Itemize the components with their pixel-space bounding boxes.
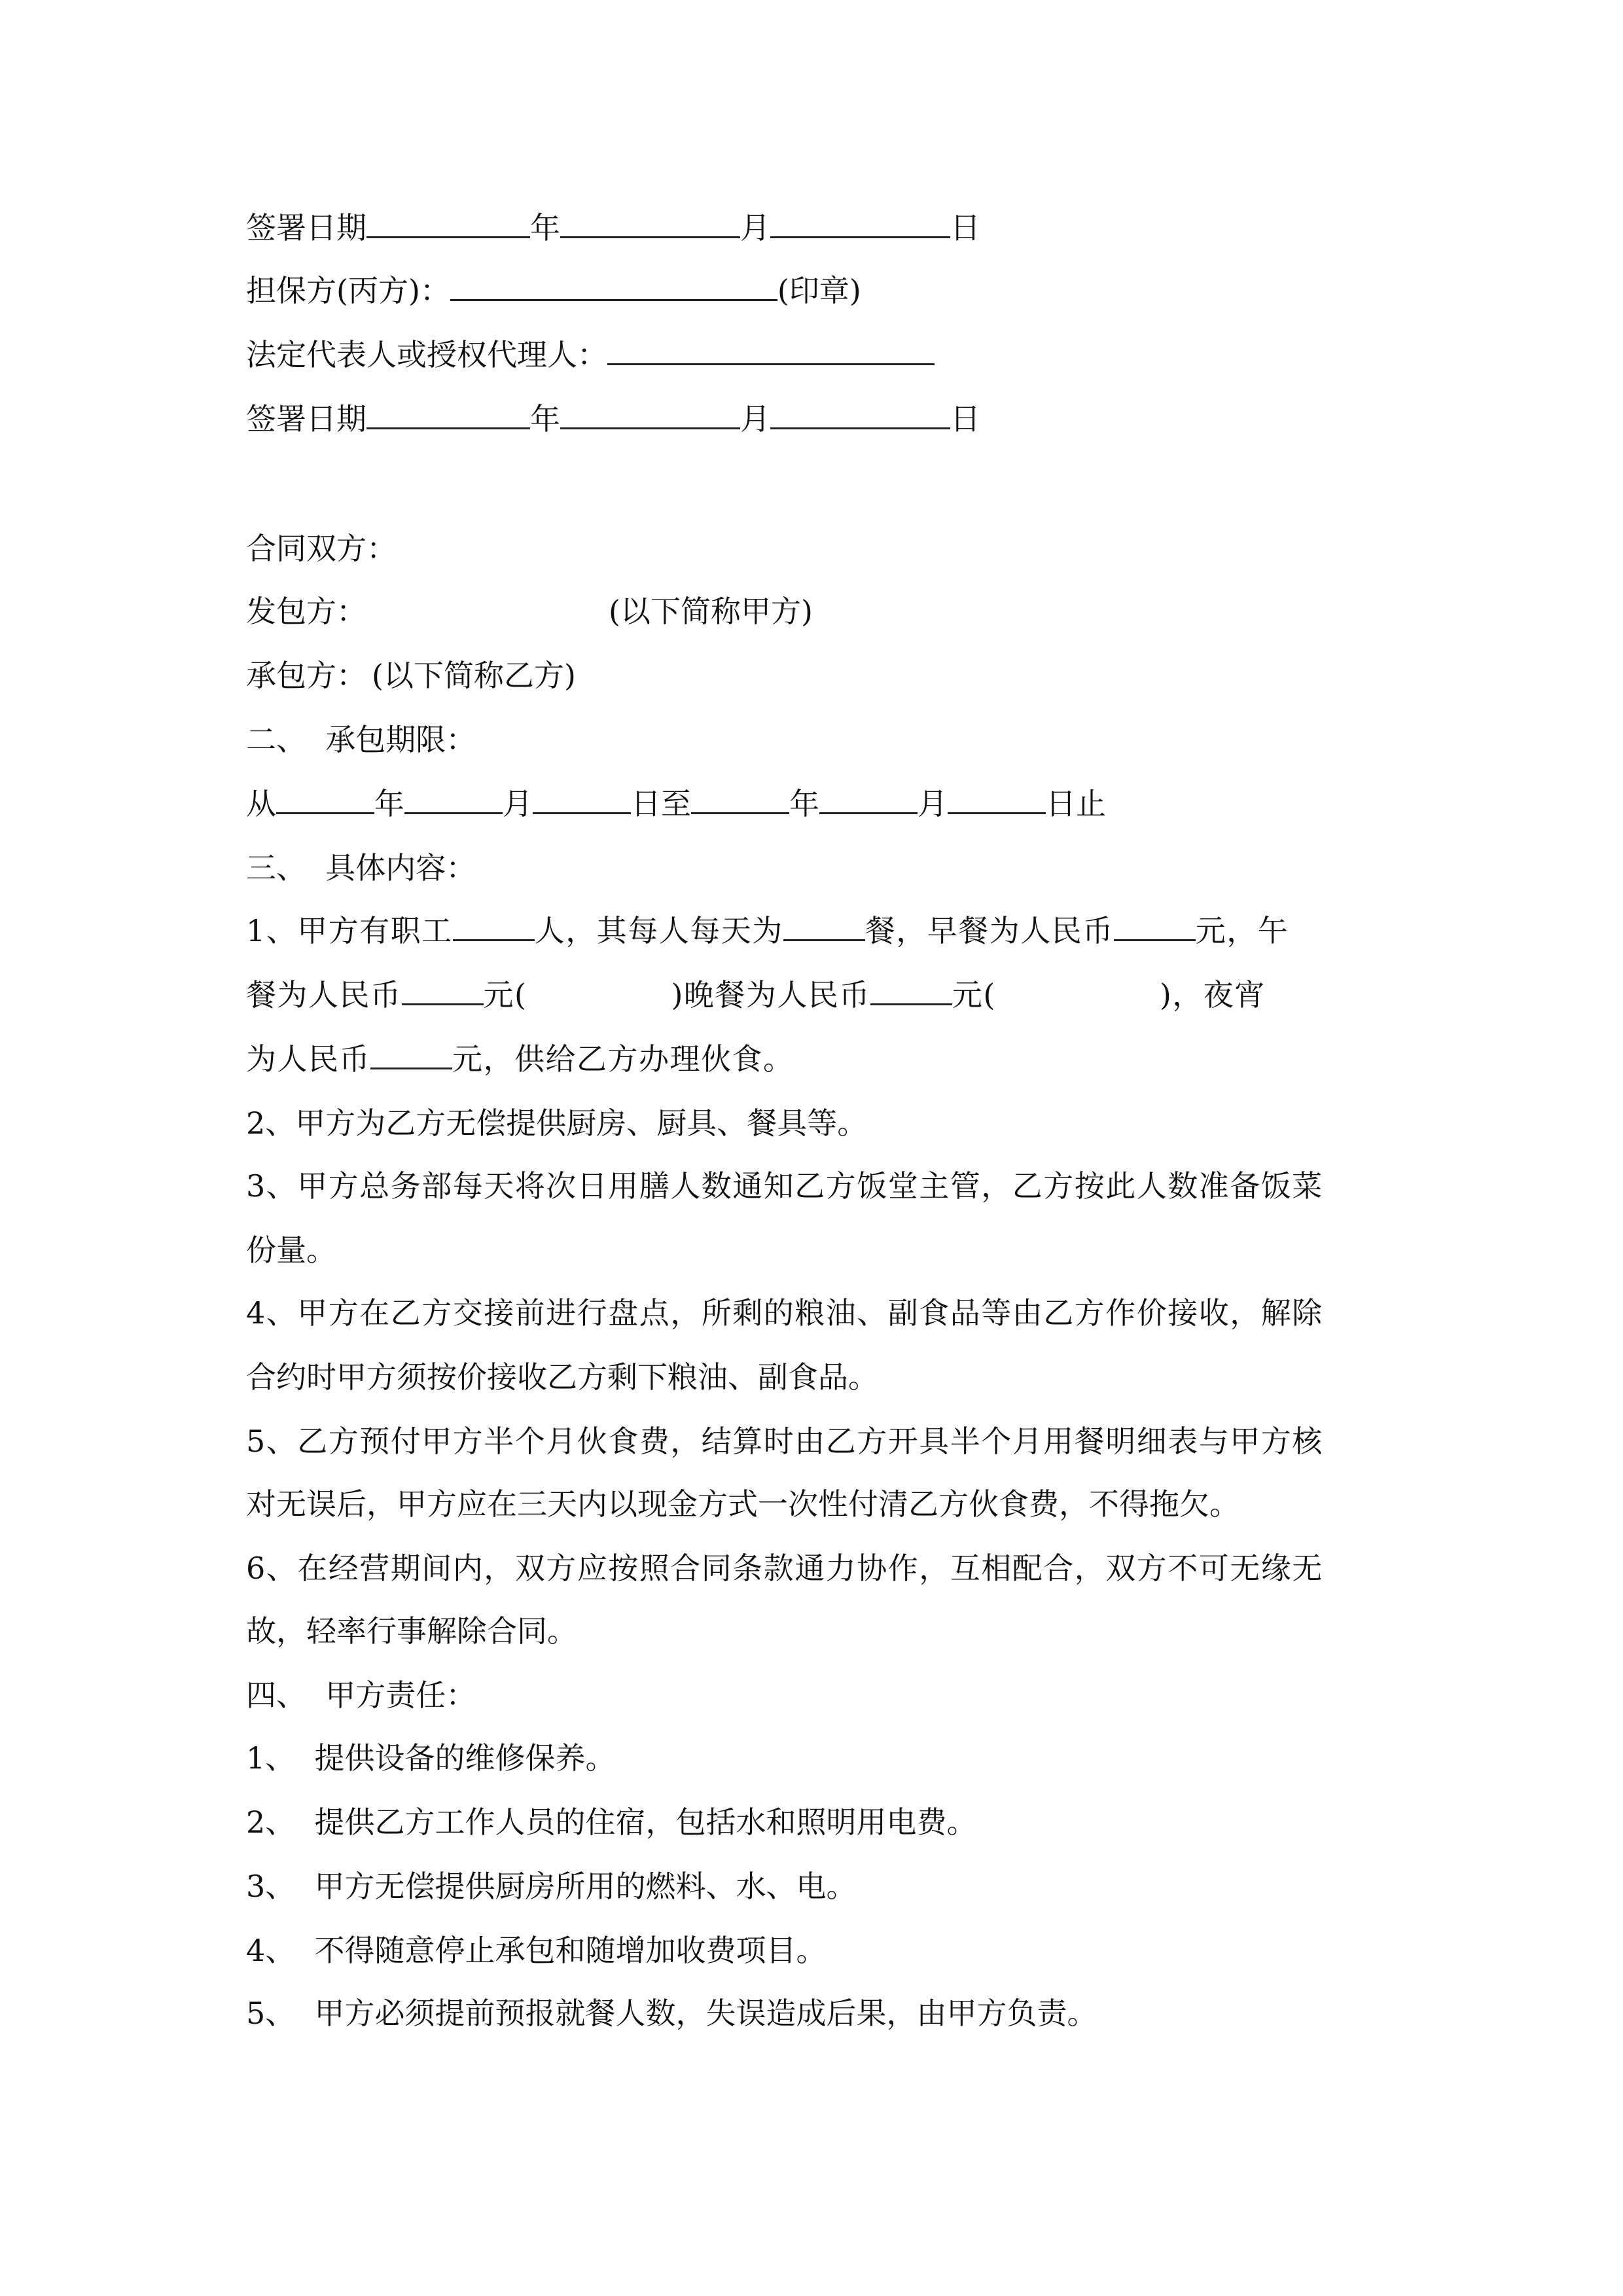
sign-date-label: 签署日期	[246, 210, 366, 245]
day-text: 日	[950, 401, 980, 437]
month-text: 月	[740, 401, 770, 437]
blank	[402, 976, 484, 1005]
item-6-line-1: 6、在经营期间内，双方应按照合同条款通力协作，互相配合，双方不可无缘无	[246, 1551, 1323, 1586]
text: 为人民币	[246, 1041, 370, 1077]
text: 元(	[952, 977, 996, 1013]
year-blank	[366, 209, 530, 238]
text: 元(	[483, 977, 527, 1013]
month-blank	[560, 400, 740, 429]
item-1-line-1	[246, 911, 1289, 950]
month-text: 月	[503, 786, 533, 821]
item-4-line-2: 合约时甲方须按价接收乙方剩下粮油、副食品。	[246, 1359, 878, 1395]
day-to-text: 日至	[631, 786, 691, 821]
item-1-line-3	[246, 1039, 794, 1079]
text: 餐，早餐为人民币	[865, 913, 1114, 948]
contractor-label: 承包方：	[246, 658, 366, 693]
year-text: 年	[530, 401, 560, 437]
blank	[533, 785, 631, 814]
day-blank	[770, 400, 950, 429]
blank	[453, 912, 535, 941]
section-4-heading: 四、 甲方责任：	[246, 1677, 476, 1713]
blank	[370, 1040, 452, 1069]
sign-date-line-2	[246, 399, 980, 439]
year-text: 年	[789, 786, 819, 821]
contractor-line	[246, 656, 576, 695]
contractor-note: (以下简称乙方)	[372, 658, 576, 693]
duty-item-4: 4、 不得随意停止承包和随增加收费项目。	[246, 1933, 827, 1968]
blank	[1114, 912, 1196, 941]
from-text: 从	[246, 786, 276, 821]
employer-label: 发包方：	[246, 594, 366, 629]
parties-heading: 合同双方：	[246, 531, 397, 566]
duty-item-1: 1、 提供设备的维修保养。	[246, 1740, 616, 1776]
item-6-line-2: 故，轻率行事解除合同。	[246, 1613, 577, 1649]
month-blank	[560, 209, 740, 238]
representative-label: 法定代表人或授权代理人：	[246, 337, 607, 372]
blank	[819, 785, 918, 814]
year-blank	[366, 400, 530, 429]
item-2: 2、甲方为乙方无偿提供厨房、厨具、餐具等。	[246, 1105, 868, 1141]
blank	[870, 976, 952, 1005]
text: 元，供给乙方办理伙食。	[452, 1041, 794, 1077]
guarantor-line	[246, 271, 861, 310]
employer-line	[246, 592, 813, 631]
day-text: 日	[950, 210, 980, 245]
employer-note: (以下简称甲方)	[609, 594, 813, 629]
text: 元，午	[1195, 913, 1289, 948]
year-text: 年	[374, 786, 404, 821]
blank	[404, 785, 503, 814]
text: )，夜宵	[1159, 977, 1266, 1013]
section-2-heading: 二、 承包期限：	[246, 722, 476, 757]
text: 人，其每人每天为	[534, 913, 783, 948]
text: )晚餐为人民币	[671, 977, 870, 1013]
sign-date-label: 签署日期	[246, 401, 366, 437]
blank	[276, 785, 374, 814]
blank	[783, 912, 865, 941]
item-3-line-1: 3、甲方总务部每天将次日用膳人数通知乙方饭堂主管，乙方按此人数准备饭菜	[246, 1168, 1323, 1204]
blank	[691, 785, 789, 814]
item-5-line-1: 5、乙方预付甲方半个月伙食费，结算时由乙方开具半个月用餐明细表与甲方核	[246, 1424, 1323, 1459]
representative-blank	[607, 336, 935, 365]
duty-item-5: 5、 甲方必须提前预报就餐人数，失误造成后果，由甲方负责。	[246, 1996, 1097, 2031]
item-5-line-2: 对无误后，甲方应在三天内以现金方式一次性付清乙方伙食费，不得拖欠。	[246, 1486, 1240, 1522]
blank	[948, 785, 1046, 814]
duty-item-3: 3、 甲方无偿提供厨房所用的燃料、水、电。	[246, 1869, 857, 1904]
sign-date-line-1	[246, 208, 980, 247]
representative-line	[246, 335, 935, 374]
guarantor-blank	[450, 272, 777, 301]
duty-item-2: 2、 提供乙方工作人员的住宿，包括水和照明用电费。	[246, 1804, 977, 1840]
term-line	[246, 784, 1106, 823]
text: 1、甲方有职工	[246, 913, 453, 948]
item-1-line-2	[246, 975, 1266, 1014]
year-text: 年	[530, 210, 560, 245]
end-text: 日止	[1046, 786, 1106, 821]
text: 餐为人民币	[246, 977, 402, 1013]
section-3-heading: 三、 具体内容：	[246, 850, 476, 886]
month-text: 月	[918, 786, 948, 821]
month-text: 月	[740, 210, 770, 245]
guarantor-label: 担保方(丙方)：	[246, 273, 450, 308]
item-4-line-1: 4、甲方在乙方交接前进行盘点，所剩的粮油、副食品等由乙方作价接收，解除	[246, 1295, 1323, 1331]
seal-text: (印章)	[777, 273, 861, 308]
day-blank	[770, 209, 950, 238]
item-3-line-2: 份量。	[246, 1232, 336, 1268]
